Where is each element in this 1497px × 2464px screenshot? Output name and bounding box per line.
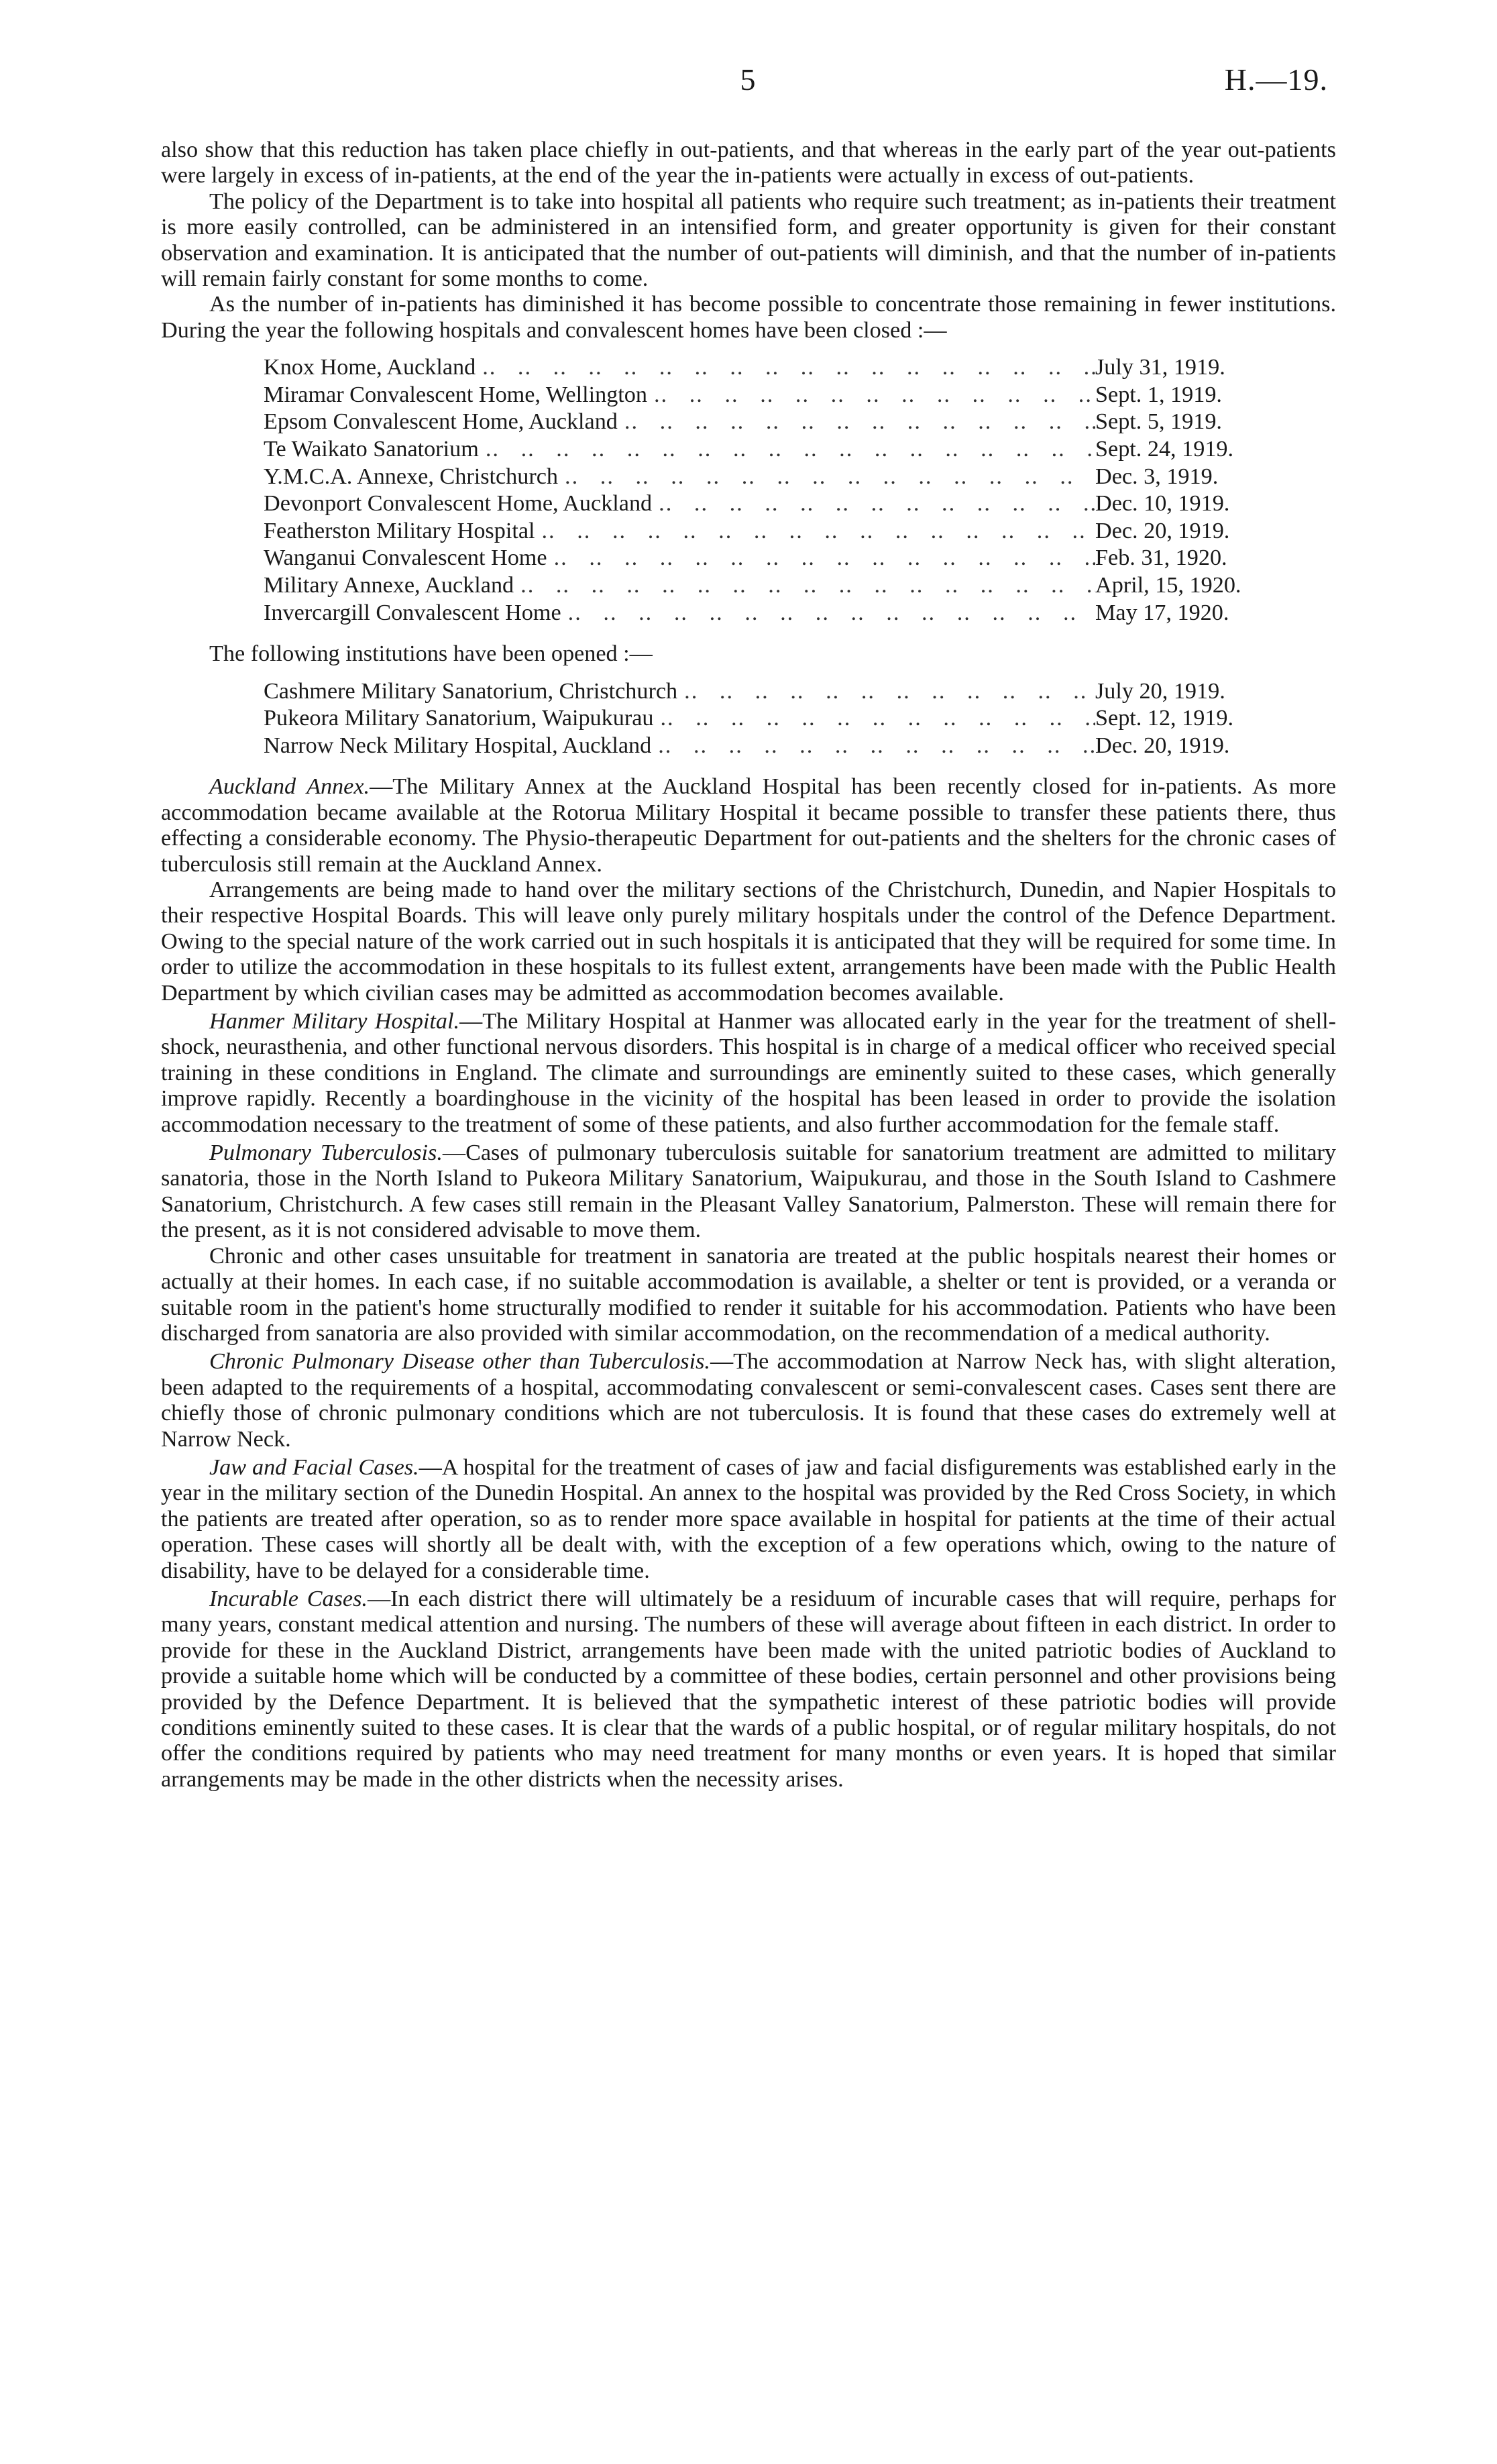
section-heading: Chronic Pulmonary Disease other than Tuberculosis. (209, 1349, 710, 1375)
institution-name: Wanganui Convalescent Home (264, 545, 547, 571)
list-item (264, 545, 1290, 572)
list-item (264, 409, 1290, 436)
closing-date: April, 15, 1920. (1095, 573, 1241, 598)
paragraph-pulmonary-tuberculosis: Pulmonary Tuberculosis.—Cases of pulmonary tuberculosis suitable for sanatorium treatment are admitted to military sanatoria, those in the North Island to Pukeora Military Sanatorium, Waipukurau, and those in the South Island to Cashmere Sanatorium, Christchurch. A few cases still remain in the Pleasant Valley Sanatorium, Palmerston. These will remain there for the present, as it is not considered advisable to move them. (161, 1140, 1336, 1243)
paragraph-chronic-other: Chronic and other cases unsuitable for treatment in sanatoria are treated at the public hospitals nearest their homes or actually at their homes. In each case, if no suitable accommodation is available, a shelter or tent is provided, or a veranda or suitable room in the patient's home structurally modified to render it suitable for his accommodation. Patients who have been discharged from sanatoria are also provided with similar accommodation, on the recommendation of a medical authority. (161, 1243, 1336, 1346)
opening-date: July 20, 1919. (1095, 678, 1225, 704)
closing-date: Dec. 10, 1919. (1095, 491, 1230, 517)
institution-name: Miramar Convalescent Home, Wellington (264, 382, 647, 407)
list-item (264, 733, 1290, 760)
closing-date: July 31, 1919. (1095, 355, 1225, 380)
section-heading: Pulmonary Tuberculosis. (209, 1140, 443, 1166)
paragraph-auckland-annex: Auckland Annex.—The Military Annex at the Auckland Hospital has been recently closed for in-patients. As more accommodation became available at the Rotorua Military Hospital it became possible to transfer these patients there, thus effecting a considerable economy. The Physio-therapeutic Department for out-patients and the shelters for the chronic cases of tuberculosis still remain at the Auckland Annex. (161, 774, 1336, 877)
institution-name: Featherston Military Hospital (264, 518, 535, 543)
closing-date: Sept. 1, 1919. (1095, 382, 1222, 407)
section-heading: Auckland Annex. (209, 774, 370, 800)
institution-name: Knox Home, Auckland (264, 355, 476, 380)
list-item (264, 490, 1290, 518)
institution-name: Invercargill Convalescent Home (264, 600, 561, 625)
institution-name: Epsom Convalescent Home, Auckland (264, 409, 618, 435)
institution-name: Cashmere Military Sanatorium, Christchurch (264, 678, 678, 704)
opened-institutions-list (264, 678, 1290, 760)
paragraph-arrangements: Arrangements are being made to hand over the military sections of the Christchurch, Dunedin, and Napier Hospitals to their respective Hospital Boards. This will leave only purely military hospitals under the control of the Defence Department. Owing to the special nature of the work carried out in such hospitals it is anticipated that they will be required for some time. In order to utilize the accommodation in these hospitals to its fullest extent, arrangements have been made with the Public Health Department by which civilian cases may be admitted as accommodation becomes available. (161, 877, 1336, 1006)
institution-name: Te Waikato Sanatorium (264, 437, 479, 462)
opening-date: Sept. 12, 1919. (1095, 706, 1234, 731)
closing-date: Sept. 5, 1919. (1095, 409, 1222, 435)
document-reference: H.—19. (1224, 62, 1328, 97)
paragraph-concentration: As the number of in-patients has diminished it has become possible to concentrate those remaining in fewer institutions. During the year the following hospitals and convalescent homes have been closed :— (161, 292, 1336, 343)
paragraph-chronic-pulmonary: Chronic Pulmonary Disease other than Tuberculosis.—The accommodation at Narrow Neck has, with slight alteration, been adapted to the requirements of a hospital, accommodating convalescent or semi-convalescent cases. Cases sent there are chiefly those of chronic pulmonary conditions which are not tuberculosis. It is found that these cases do extremely well at Narrow Neck. (161, 1349, 1336, 1452)
closed-institutions-list (264, 354, 1290, 627)
paragraph-opened-intro: The following institutions have been opened :— (209, 641, 653, 667)
list-item (264, 705, 1290, 733)
institution-name: Narrow Neck Military Hospital, Auckland (264, 733, 652, 758)
paragraph-continuation: also show that this reduction has taken place chiefly in out-patients, and that whereas in the early part of the year out-patients were largely in excess of in-patients, at the end of the year the in-patients were actually in excess of out-patients. (161, 138, 1336, 189)
paragraph-incurable: Incurable Cases.—In each district there will ultimately be a residuum of incurable cases that will require, perhaps for many years, constant medical attention and nursing. The numbers of these will average about fifteen in each district. In order to provide for these in the Auckland District, arrangements have been made with the united patriotic bodies of Auckland to provide a suitable home which will be conducted by a committee of these bodies, certain personnel and other provisions being provided by the Defence Department. It is believed that the sympathetic interest of these patriotic bodies will provide conditions eminently suited to these cases. It is clear that the wards of a public hospital, or of regular military hospitals, do not offer the conditions required by patients who may need treatment for many months or even years. It is hoped that similar arrangements may be made in the other districts when the necessity arises. (161, 1586, 1336, 1792)
closing-date: Dec. 20, 1919. (1095, 518, 1230, 543)
closing-date: Sept. 24, 1919. (1095, 437, 1234, 462)
list-item (264, 572, 1290, 600)
institution-name: Devonport Convalescent Home, Auckland (264, 491, 653, 517)
list-item (264, 678, 1290, 706)
list-item (264, 436, 1290, 464)
closing-date: Feb. 31, 1920. (1095, 545, 1227, 571)
institution-name: Pukeora Military Sanatorium, Waipukurau (264, 706, 654, 731)
list-item (264, 354, 1290, 382)
closing-date: Dec. 3, 1919. (1095, 464, 1219, 489)
page-number: 5 (740, 62, 756, 97)
paragraph-policy: The policy of the Department is to take into hospital all patients who require such treatment; as in-patients their treatment is more easily controlled, can be administered in an intensified form, and greater opportunity is given for their constant observation and examination. It is anticipated that the number of out-patients will diminish, and that the number of in-patients will remain fairly constant for some months to come. (161, 189, 1336, 292)
institution-name: Y.M.C.A. Annexe, Christchurch (264, 464, 559, 489)
section-heading: Incurable Cases. (209, 1586, 368, 1611)
paragraph-hanmer: Hanmer Military Hospital.—The Military Hospital at Hanmer was allocated early in the year for the treatment of shell-shock, neurasthenia, and other functional nervous disorders. This hospital is in charge of a medical officer who received special training in these conditions in England. The climate and surroundings are eminently suited to these cases, which generally improve rapidly. Recently a boardinghouse in the vicinity of the hospital has been leased in order to provide the isolation accommodation necessary to the treatment of some of these patients, and also further accommodation for the female staff. (161, 1009, 1337, 1137)
paragraph-jaw-facial: Jaw and Facial Cases.—A hospital for the treatment of cases of jaw and facial disfigurements was established early in the year in the military section of the Dunedin Hospital. An annex to the hospital was provided by the Red Cross Society, in which the patients are treated after operation, so as to render more space available in hospital for patients at the time of their actual operation. These cases will shortly all be dealt with, with the exception of a few operations which, owing to the nature of disability, have to be delayed for a considerable time. (161, 1454, 1336, 1583)
section-heading: Hanmer Military Hospital. (209, 1009, 460, 1034)
closing-date: May 17, 1920. (1095, 600, 1229, 625)
list-item (264, 600, 1290, 627)
section-heading: Jaw and Facial Cases. (209, 1454, 419, 1480)
list-item (264, 518, 1290, 545)
institution-name: Military Annexe, Auckland (264, 573, 514, 598)
list-item (264, 464, 1290, 491)
list-item (264, 382, 1290, 409)
body-text (161, 138, 1336, 1792)
opening-date: Dec. 20, 1919. (1095, 733, 1230, 758)
